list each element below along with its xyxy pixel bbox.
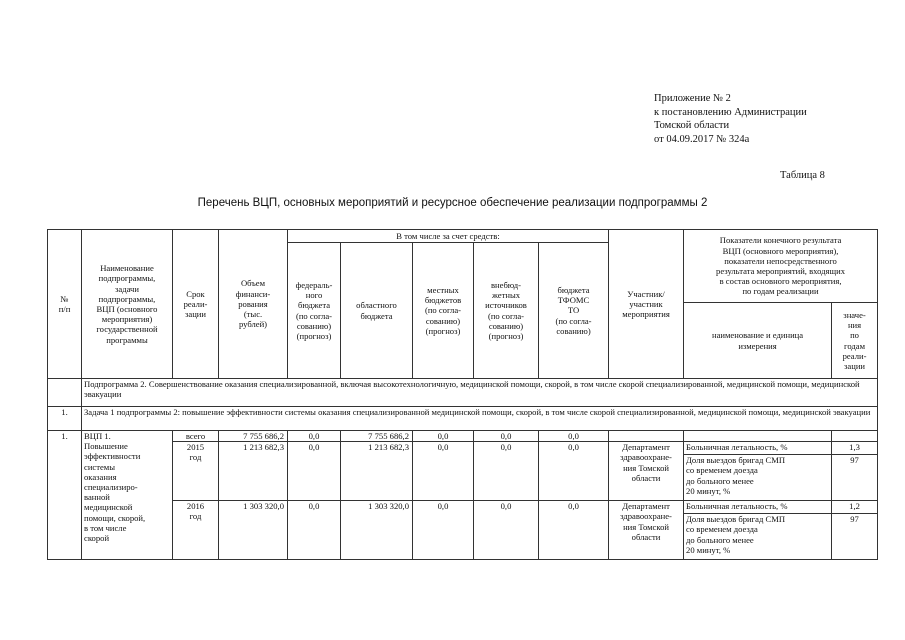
year-regional: 1 213 682,3 xyxy=(341,442,413,501)
year-tfoms: 0,0 xyxy=(539,442,609,501)
indicator-value: 97 xyxy=(832,514,878,560)
year-row-2016 xyxy=(48,501,878,514)
year-offbudget: 0,0 xyxy=(474,501,539,560)
year-term: 2016 год xyxy=(173,501,219,560)
indicator-value: 1,3 xyxy=(832,442,878,455)
year-volume: 1 213 682,3 xyxy=(219,442,288,501)
header-local: местных бюджетов (по согла- сованию) (прогноз) xyxy=(413,243,474,379)
header-regional: областного бюджета xyxy=(341,243,413,379)
total-federal: 0,0 xyxy=(288,431,341,442)
annex-line: Приложение № 2 xyxy=(654,93,731,104)
year-regional: 1 303 320,0 xyxy=(341,501,413,560)
header-indicators: Показатели конечного результата ВЦП (основного мероприятия), показатели непосредственного результата мероприятий, входящих в состав основного мероприятия, по годам реализации xyxy=(684,230,878,303)
year-tfoms: 0,0 xyxy=(539,501,609,560)
header-including: В том числе за счет средств: xyxy=(288,230,609,243)
year-local: 0,0 xyxy=(413,501,474,560)
year-row-2015 xyxy=(48,442,878,455)
header-name: Наименование подпрограммы, задачи подпрограммы, ВЦП (основного мероприятия) государственной программы xyxy=(82,230,173,379)
year-federal: 0,0 xyxy=(288,501,341,560)
year-offbudget: 0,0 xyxy=(474,442,539,501)
indicator-name: Доля выездов бригад СМП со временем доезда до больного менее 20 минут, % xyxy=(684,455,832,501)
year-local: 0,0 xyxy=(413,442,474,501)
total-local: 0,0 xyxy=(413,431,474,442)
total-indicator-name xyxy=(684,431,832,442)
indicator-value: 97 xyxy=(832,455,878,501)
vcp-total-row xyxy=(48,431,878,442)
header-tfoms: бюджета ТФОМС ТО (по согла- сованию) xyxy=(539,243,609,379)
indicator-name: Доля выездов бригад СМП со временем доезда до больного менее 20 минут, % xyxy=(684,514,832,560)
header-term: Срок реали- зации xyxy=(173,230,219,379)
total-regional: 7 755 686,2 xyxy=(341,431,413,442)
header-indicator-value: значе- ния по годам реали- зации xyxy=(832,303,878,379)
year-term: 2015 год xyxy=(173,442,219,501)
indicator-name: Больничная летальность, % xyxy=(684,501,832,514)
table-label: Таблица 8 xyxy=(780,170,825,181)
vcp-name: ВЦП 1. Повышение эффективности системы оказания специализиро- ванной медицинской помощи, скорой, в том числе скорой xyxy=(82,431,173,560)
year-federal: 0,0 xyxy=(288,442,341,501)
header-participant: Участник/ участник мероприятия xyxy=(609,230,684,379)
subprogram-num-cell xyxy=(48,379,82,407)
indicator-value: 1,2 xyxy=(832,501,878,514)
annex-line: к постановлению Администрации xyxy=(654,106,807,118)
total-indicator-value xyxy=(832,431,878,442)
document-title: Перечень ВЦП, основных мероприятий и ресурсное обеспечение реализации подпрограммы 2 xyxy=(197,197,708,209)
annex-line: от 04.09.2017 № 324а xyxy=(654,133,750,145)
header-num: № п/п xyxy=(48,230,82,379)
header-federal: федераль- ного бюджета (по согла- сованию) (прогноз) xyxy=(288,243,341,379)
vcp-num: 1. xyxy=(48,431,82,560)
total-tfoms: 0,0 xyxy=(539,431,609,442)
year-participant: Департамент здравоохране- ния Томской области xyxy=(609,501,684,560)
annex-line: Томской области xyxy=(654,120,730,131)
header-volume: Объем финанси- рования (тыс. рублей) xyxy=(219,230,288,379)
year-volume: 1 303 320,0 xyxy=(219,501,288,560)
total-participant xyxy=(609,431,684,442)
task-row: Задача 1 подпрограммы 2: повышение эффективности системы оказания специализированной медицинской помощи, скорой, в том числе скорой специализированной, медицинской помощи, медицинской эвакуации xyxy=(82,407,878,431)
header-indicator-name: наименование и единица измерения xyxy=(684,303,832,379)
total-term: всего xyxy=(173,431,219,442)
resources-table xyxy=(47,229,878,560)
year-participant: Департамент здравоохране- ния Томской области xyxy=(609,442,684,501)
indicator-name: Больничная летальность, % xyxy=(684,442,832,455)
annex-block xyxy=(654,92,807,146)
task-num: 1. xyxy=(48,407,82,431)
total-offbudget: 0,0 xyxy=(474,431,539,442)
subprogram-row: Подпрограмма 2. Совершенствование оказания специализированной, включая высокотехнологичную, медицинской помощи, скорой, в том числе скорой специализированной, медицинской помощи, медицинской эвакуации xyxy=(82,379,878,407)
total-volume: 7 755 686,2 xyxy=(219,431,288,442)
header-offbudget: внебюд- жетных источников (по согла- сованию) (прогноз) xyxy=(474,243,539,379)
